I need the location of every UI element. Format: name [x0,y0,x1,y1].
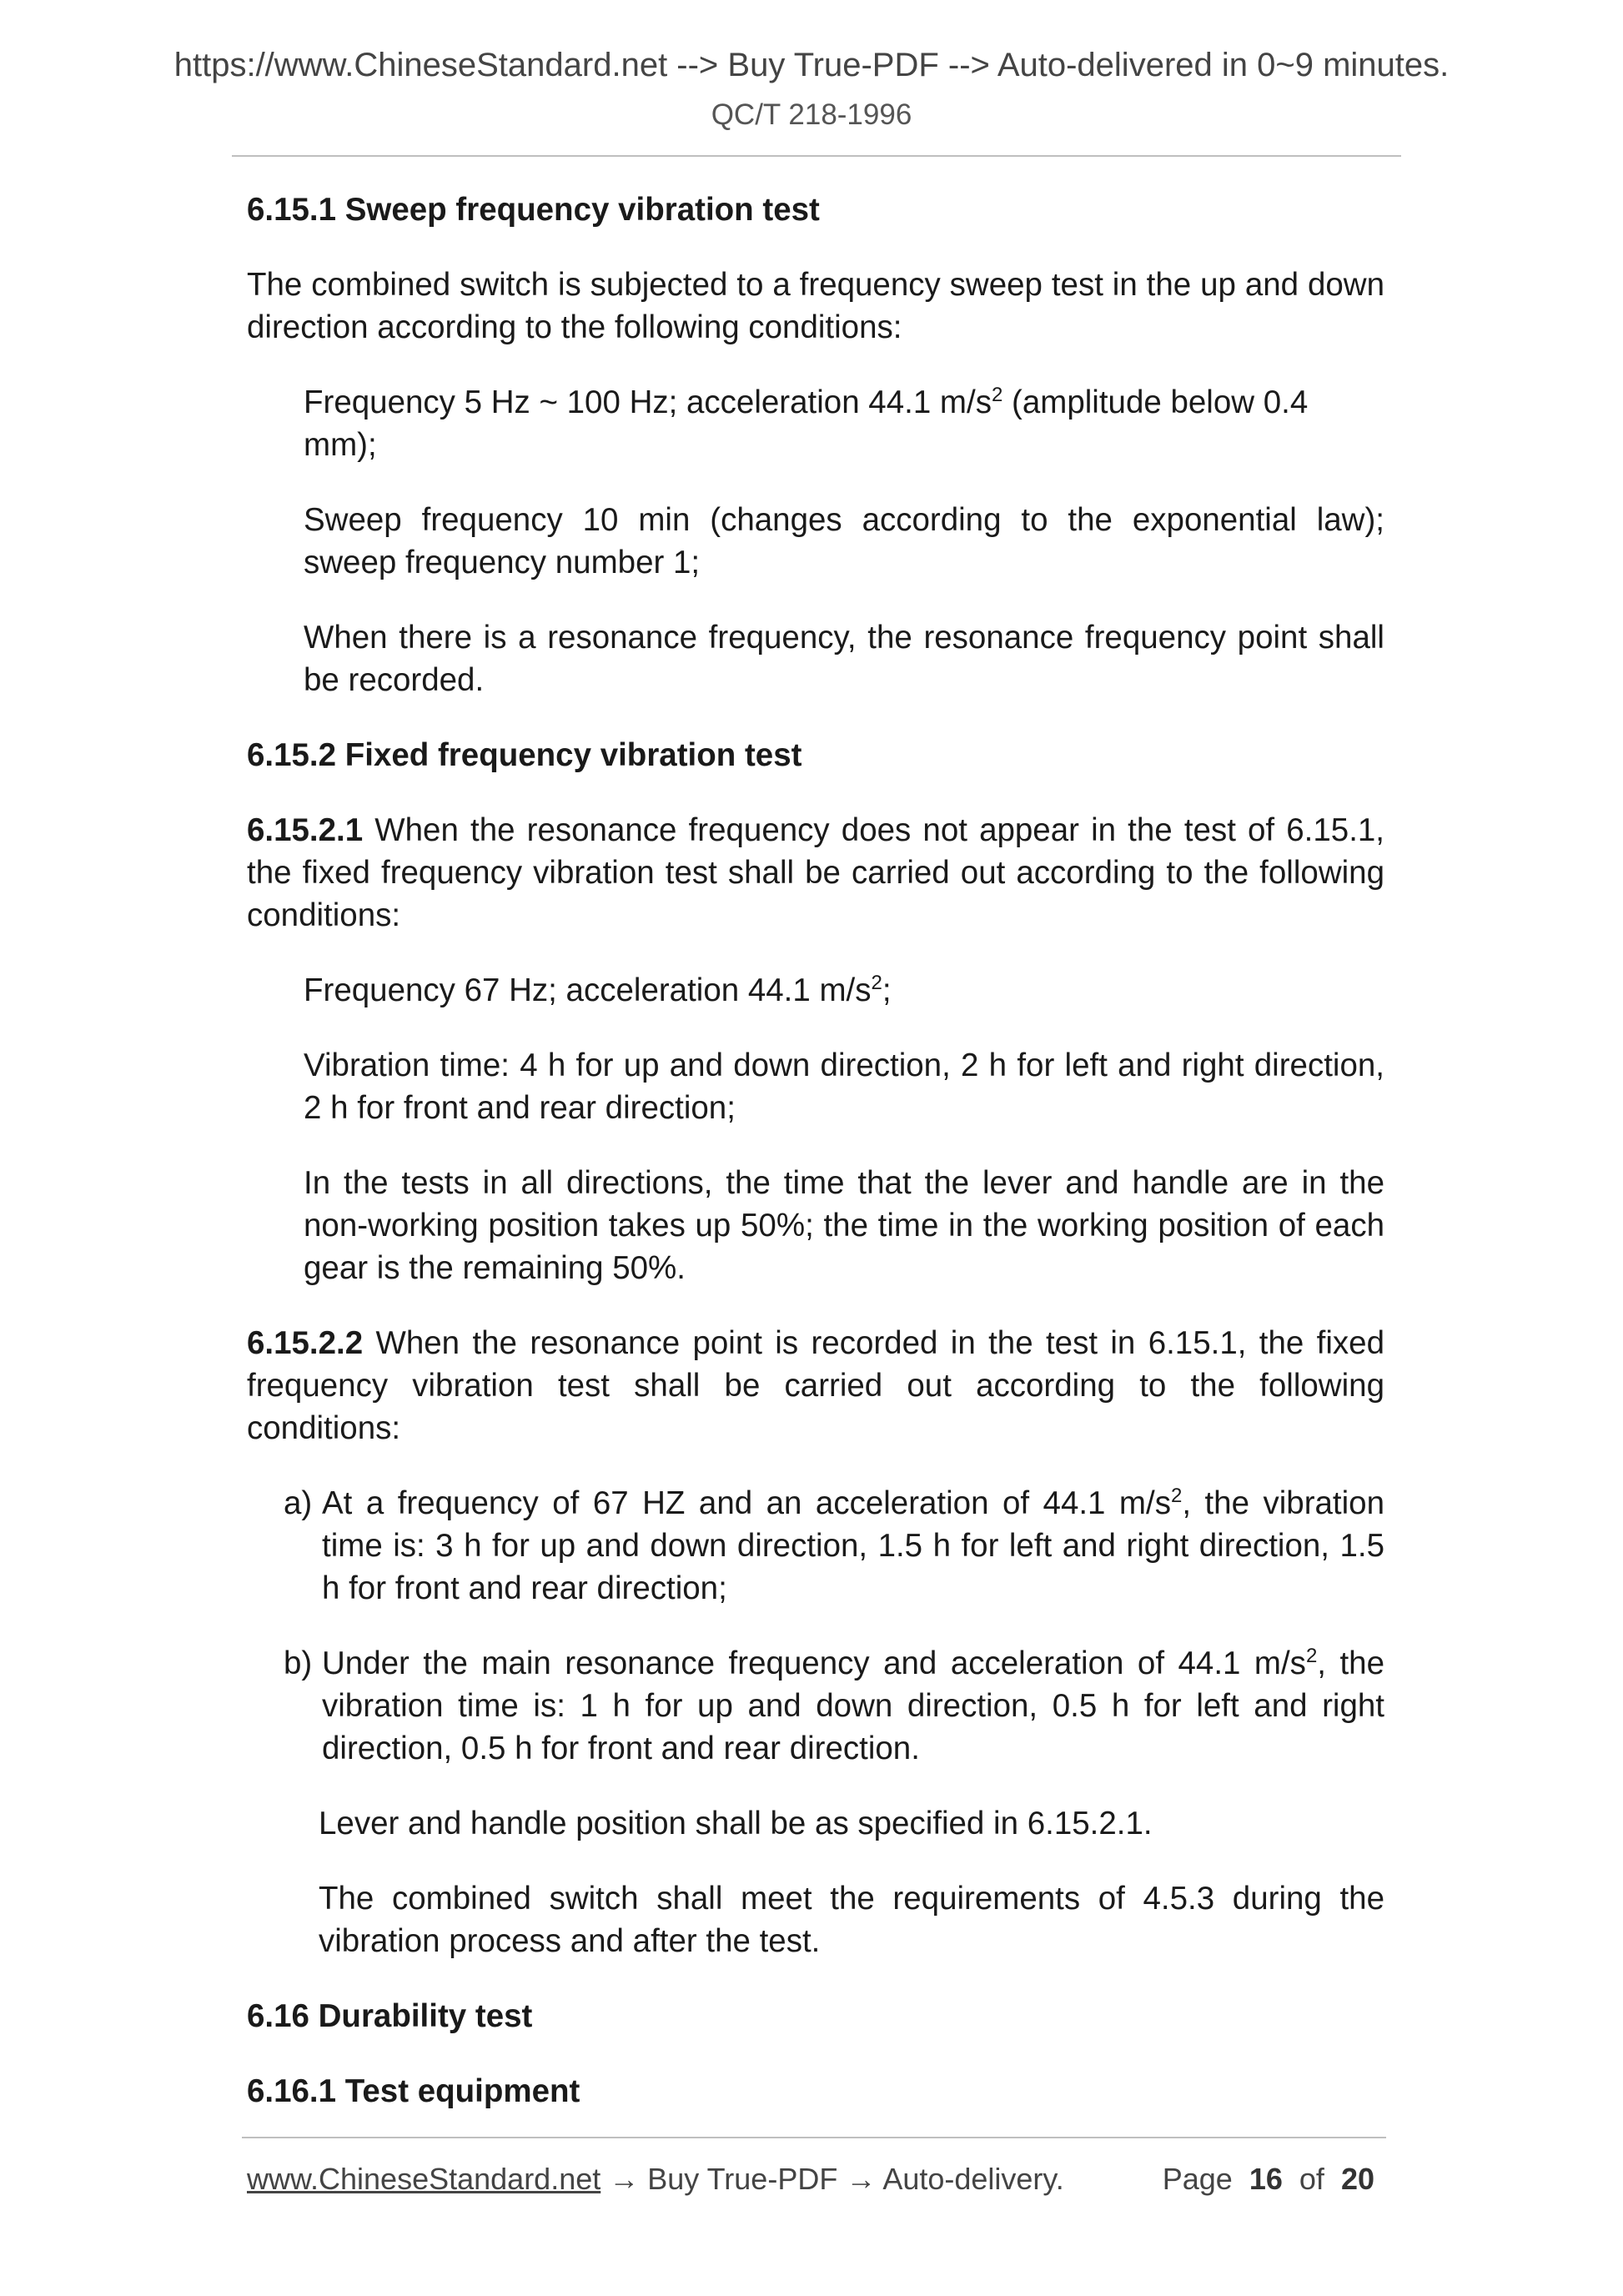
heading-6-15-2: 6.15.2 Fixed frequency vibration test [247,737,802,773]
clause-text: When the resonance point is recorded in the test in 6.15.1, the fixed frequency vibration test shall be carried out according to the following conditions: [247,1325,1384,1446]
page-total: 20 [1340,2162,1374,2196]
condition-frequency-range-tail: (amplitude below 0.4 mm); [304,384,1309,463]
list-item-text-start: Under the main resonance frequency and acceleration of 44.1 m/s [322,1645,1306,1681]
header-divider [232,155,1401,157]
footer-site-link[interactable]: www.ChineseStandard.net [247,2162,601,2196]
footer-divider [242,2137,1386,2138]
document-body [247,188,1384,2145]
list-marker: a) [284,1485,313,1521]
list-item-text [322,1642,1384,1770]
list-item-text-start: At a frequency of 67 HZ and an acceleration of 44.1 m/s [322,1485,1171,1521]
superscript-2: 2 [1305,1645,1318,1668]
page-indicator [1163,2160,1374,2198]
superscript-2: 2 [991,384,1003,407]
superscript-2: 2 [871,972,882,995]
page-label: Page [1162,2162,1233,2196]
heading-6-16: 6.16 Durability test [247,1998,533,2034]
condition-lever-handle-time: In the tests in all directions, the time that the lever and handle are in the non-working position takes up 50%; the time in the working position of each gear is the remaining 50%. [304,1165,1384,1286]
list-item-text [322,1482,1384,1610]
of-label: of [1299,2162,1324,2196]
paragraph-6-15-2-2 [247,1322,1384,1449]
condition-frequency-range-text: Frequency 5 Hz ~ 100 Hz; acceleration 44.1 m/s [304,384,992,420]
condition-vibration-time: Vibration time: 4 h for up and down direction, 2 h for left and right direction, 2 h for front and rear direction; [304,1048,1384,1126]
header-url-line: https://www.ChineseStandard.net --> Buy True-PDF --> Auto-delivered in 0~9 minutes. [173,47,1450,83]
footer-left [247,2160,1064,2198]
page-number: 16 [1249,2162,1283,2196]
paragraph-requirements: The combined switch shall meet the requirements of 4.5.3 during the vibration process and after the test. [319,1881,1384,1959]
list-marker: b) [284,1645,313,1681]
list-item-text-end: , the vibration time is: 1 h for up and down direction, 0.5 h for left and right direction, 0.5 h for front and rear direction. [322,1645,1384,1766]
footer-tagline: → Buy True-PDF → Auto-delivery. [600,2162,1064,2196]
heading-6-15-1: 6.15.1 Sweep frequency vibration test [247,192,820,228]
list-item-b [284,1642,1384,1770]
paragraph-6-15-2-1 [247,809,1384,937]
clause-number: 6.15.2.1 [247,812,364,848]
condition-resonance-record: When there is a resonance frequency, the resonance frequency point shall be recorded. [304,620,1384,698]
paragraph-sweep-intro: The combined switch is subjected to a frequency sweep test in the up and down direction according to the following conditions: [247,267,1384,345]
condition-fixed-frequency-tail: ; [882,972,892,1008]
condition-sweep-time: Sweep frequency 10 min (changes according to the exponential law); sweep frequency number 1; [304,502,1384,580]
condition-fixed-frequency-text: Frequency 67 Hz; acceleration 44.1 m/s [304,972,872,1008]
clause-number: 6.15.2.2 [247,1325,364,1361]
superscript-2: 2 [1170,1485,1183,1508]
list-item-text-end: , the vibration time is: 3 h for up and down direction, 1.5 h for left and right direction, 1.5 h for front and rear direction; [322,1485,1384,1606]
condition-frequency-range [304,381,1384,466]
clause-text: When the resonance frequency does not appear in the test of 6.15.1, the fixed frequency vibration test shall be carried out according to the following conditions: [247,812,1384,933]
list-item-a [284,1482,1384,1610]
condition-fixed-frequency [304,969,1384,1012]
header-doc-id: QC/T 218-1996 [711,98,912,131]
heading-6-16-1: 6.16.1 Test equipment [247,2073,580,2109]
paragraph-lever-position: Lever and handle position shall be as specified in 6.15.2.1. [319,1806,1153,1841]
